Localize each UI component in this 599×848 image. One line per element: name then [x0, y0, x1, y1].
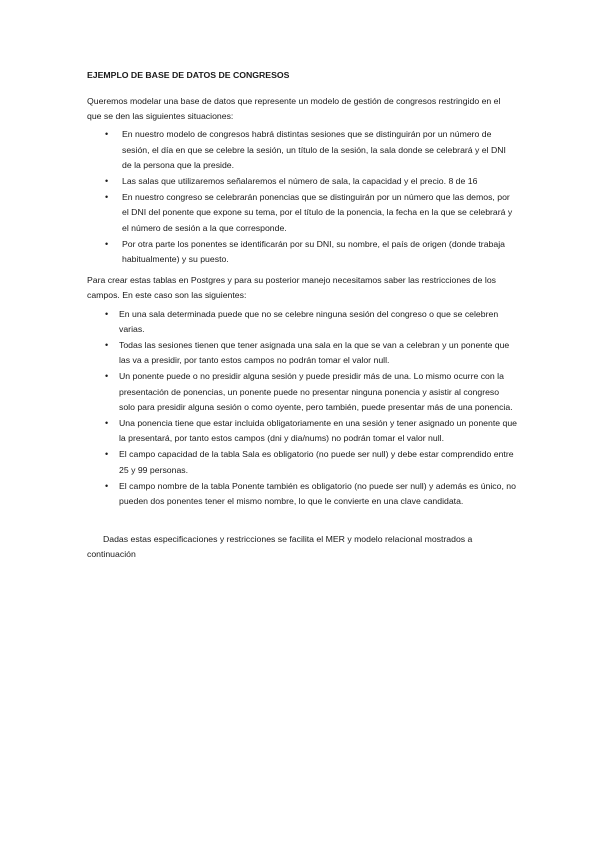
list-item: [87, 127, 517, 173]
list-item: [87, 190, 517, 236]
bullet-icon: •: [105, 176, 109, 187]
bullet-icon: •: [105, 308, 109, 319]
bullet-icon: •: [105, 449, 109, 460]
list-item: [87, 338, 517, 368]
list-item: [87, 307, 517, 337]
list-item: [87, 237, 517, 267]
document-page: [87, 68, 517, 563]
list-item-text: Un ponente puede o no presidir alguna sesión y puede presidir más de una. Lo mismo ocurre con la presentación de ponencias, un ponente puede no presentar ninguna ponencia y asistir al congreso solo para presidir alguna sesión o como oyente, pero también, puede presentar más de una ponencia.: [119, 371, 513, 412]
bullet-icon: •: [105, 371, 109, 382]
list-item: [87, 174, 517, 189]
list-item-text: Las salas que utilizaremos señalaremos el número de sala, la capacidad y el precio. 8 de 16: [122, 176, 478, 187]
list-item: [87, 416, 517, 446]
bullet-icon: •: [105, 418, 109, 429]
list-item: [87, 447, 517, 477]
list-item-text: Una ponencia tiene que estar incluida obligatoriamente en una sesión y tener asignado un ponente que la presentará, por tanto estos campos (dni y dia/nums) no podrán tomar el valor null.: [119, 418, 517, 444]
list-item-text: En nuestro congreso se celebrarán ponencias que se distinguirán por un número que las demos, por el DNI del ponente que expone su tema, por el título de la ponencia, la fecha en la que se celebrará y el número de sesión a la que corresponde.: [122, 192, 513, 233]
list-item-text: En nuestro modelo de congresos habrá distintas sesiones que se distinguirán por un número de sesión, el día en que se celebre la sesión, un título de la sesión, la sala donde se celebrará y el DNI de la persona que la preside.: [122, 129, 506, 170]
bullet-icon: •: [105, 480, 109, 491]
list-item-text: El campo capacidad de la tabla Sala es obligatorio (no puede ser null) y debe estar comprendido entre 25 y 99 personas.: [119, 449, 514, 475]
restrictions-intro-paragraph: Para crear estas tablas en Postgres y para su posterior manejo necesitamos saber las restricciones de los campos. En este caso son las siguientes:: [87, 275, 496, 301]
bullet-icon: •: [105, 129, 109, 140]
list-item-text: El campo nombre de la tabla Ponente también es obligatorio (no puede ser null) y además es único, no pueden dos ponentes tener el mismo nombre, lo que le convierte en una clave candidata.: [119, 480, 516, 507]
document-title: EJEMPLO DE BASE DE DATOS DE CONGRESOS: [87, 70, 290, 80]
bullet-icon: •: [105, 192, 109, 203]
list-item-text: Por otra parte los ponentes se identificarán por su DNI, su nombre, el país de origen (donde trabaja habitualmente) y su puesto.: [122, 238, 505, 265]
restrictions-list: [87, 307, 517, 510]
bullet-icon: •: [105, 340, 109, 351]
outro-paragraph: Dadas estas especificaciones y restricciones se facilita el MER y modelo relacional mostrados a continuación: [87, 534, 473, 560]
list-item: [87, 479, 517, 509]
intro-paragraph: Queremos modelar una base de datos que represente un modelo de gestión de congresos restringido en el que se den las siguientes situaciones:: [87, 96, 501, 122]
list-item: [87, 369, 517, 415]
situations-list: [87, 127, 517, 267]
bullet-icon: •: [105, 238, 109, 249]
list-item-text: Todas las sesiones tienen que tener asignada una sala en la que se van a celebran y un ponente que las va a presidir, por tanto estos campos no podrán tomar el valor null.: [119, 340, 510, 366]
list-item-text: En una sala determinada puede que no se celebre ninguna sesión del congreso o que se celebren varias.: [119, 308, 499, 334]
